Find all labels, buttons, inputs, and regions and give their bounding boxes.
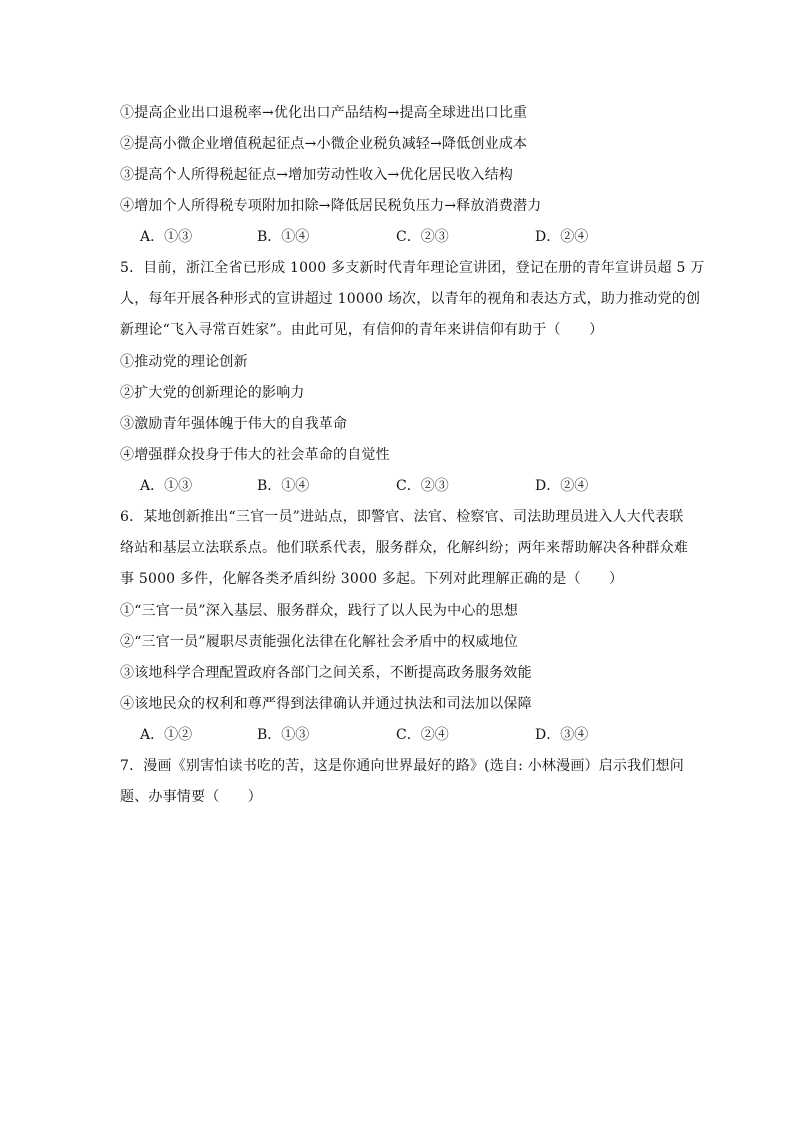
q4-option-3: ③提高个人所得税起征点→增加劳动性收入→优化居民收入结构 [120,167,514,183]
q4-choice-d: D．②④ [535,229,589,245]
q6-option-4: ④该地民众的权利和尊严得到法律确认并通过执法和司法加以保障 [120,696,532,712]
q5-option-1: ①推动党的理论创新 [120,354,248,370]
q4-choice-a: A．①③ [140,229,193,245]
q5-option-4: ④增强群众投身于伟大的社会革命的自觉性 [120,447,390,463]
q5-stem-line-3: 新理论“飞入寻常百姓家”。由此可见，有信仰的青年来讲信仰有助于（ ） [120,322,604,338]
q6-choice-c: C．②④ [396,727,449,743]
q4-choice-c: C．②③ [396,229,449,245]
q6-choice-b: B．①③ [257,727,310,743]
q5-choices [140,476,620,496]
q6-option-3: ③该地科学合理配置政府各部门之间关系，不断提高政务服务效能 [120,665,532,681]
q5-option-2: ②扩大党的创新理论的影响力 [120,385,305,401]
q7-stem-line-2: 题、办事情要（ ） [120,789,262,805]
q4-choice-b: B．①④ [257,229,310,245]
q4-option-4: ④增加个人所得税专项附加扣除→降低居民税负压力→释放消费潜力 [120,198,542,214]
q6-stem-line-1: 6．某地创新推出“三官一员”进站点，即警官、法官、检察官、司法助理员进入人大代表联 [120,509,684,525]
q6-stem-line-2: 络站和基层立法联系点。他们联系代表，服务群众，化解纠纷；两年来帮助解决各种群众难 [120,540,688,556]
q6-choice-a: A．①② [140,727,193,743]
q5-choice-c: C．②③ [396,478,449,494]
q6-choice-d: D．③④ [535,727,589,743]
q7-stem-line-1: 7．漫画《别害怕读书吃的苦，这是你通向世界最好的路》(选自: 小林漫画）启示我们想问 [120,758,684,774]
q6-option-1: ①“三官一员”深入基层、服务群众，践行了以人民为中心的思想 [120,603,519,619]
q5-choice-b: B．①④ [257,478,310,494]
q5-stem-line-2: 人，每年开展各种形式的宣讲超过 10000 场次，以青年的视角和表达方式，助力推动党的创 [120,291,701,307]
q4-option-2: ②提高小微企业增值税起征点→小微企业税负减轻→降低创业成本 [120,136,528,152]
q4-choices [140,227,620,247]
q6-choices [140,725,620,745]
q5-option-3: ③激励青年强体魄于伟大的自我革命 [120,416,348,432]
q4-option-1: ①提高企业出口退税率→优化出口产品结构→提高全球进出口比重 [120,105,528,121]
q5-choice-a: A．①③ [140,478,193,494]
q5-stem-line-1: 5．目前，浙江全省已形成 1000 多支新时代青年理论宣讲团，登记在册的青年宣讲员超 5 万 [120,260,705,276]
q6-option-2: ②“三官一员”履职尽责能强化法律在化解社会矛盾中的权威地位 [120,634,519,650]
q6-stem-line-3: 事 5000 多件，化解各类矛盾纠纷 3000 多起。下列对此理解正确的是（ ） [120,571,624,587]
q5-choice-d: D．②④ [535,478,589,494]
